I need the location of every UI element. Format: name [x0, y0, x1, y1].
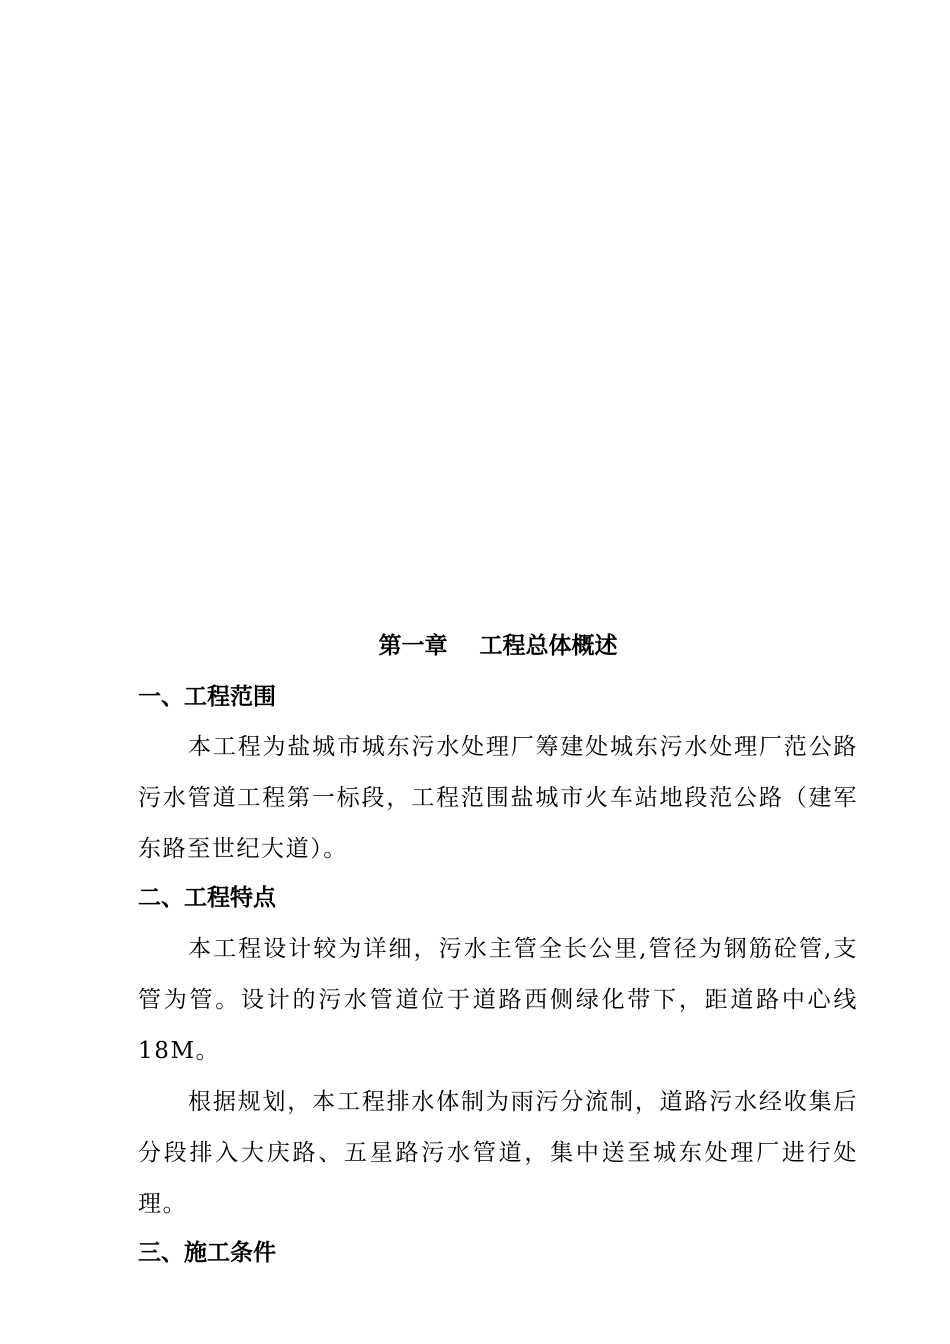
section-heading-scope: 一、工程范围 — [138, 684, 276, 710]
paragraph-features-1: 本工程设计较为详细，污水主管全长公里,管径为钢筋砼管,支管为管。设计的污水管道位于道路西侧绿化带下，距道路中心线18M。 — [138, 936, 858, 1064]
section-heading-conditions: 三、施工条件 — [138, 1240, 276, 1266]
paragraph-features-2: 根据规划，本工程排水体制为雨污分流制，道路污水经收集后分段排入大庆路、五星路污水管道，集中送至城东处理厂进行处理。 — [138, 1089, 858, 1217]
chapter-title: 第一章 工程总体概述 — [378, 633, 618, 659]
section-heading-features: 二、工程特点 — [138, 885, 276, 911]
paragraph-scope: 本工程为盐城市城东污水处理厂筹建处城东污水处理厂范公路污水管道工程第一标段，工程范围盐城市火车站地段范公路（建军东路至世纪大道）。 — [138, 734, 858, 862]
